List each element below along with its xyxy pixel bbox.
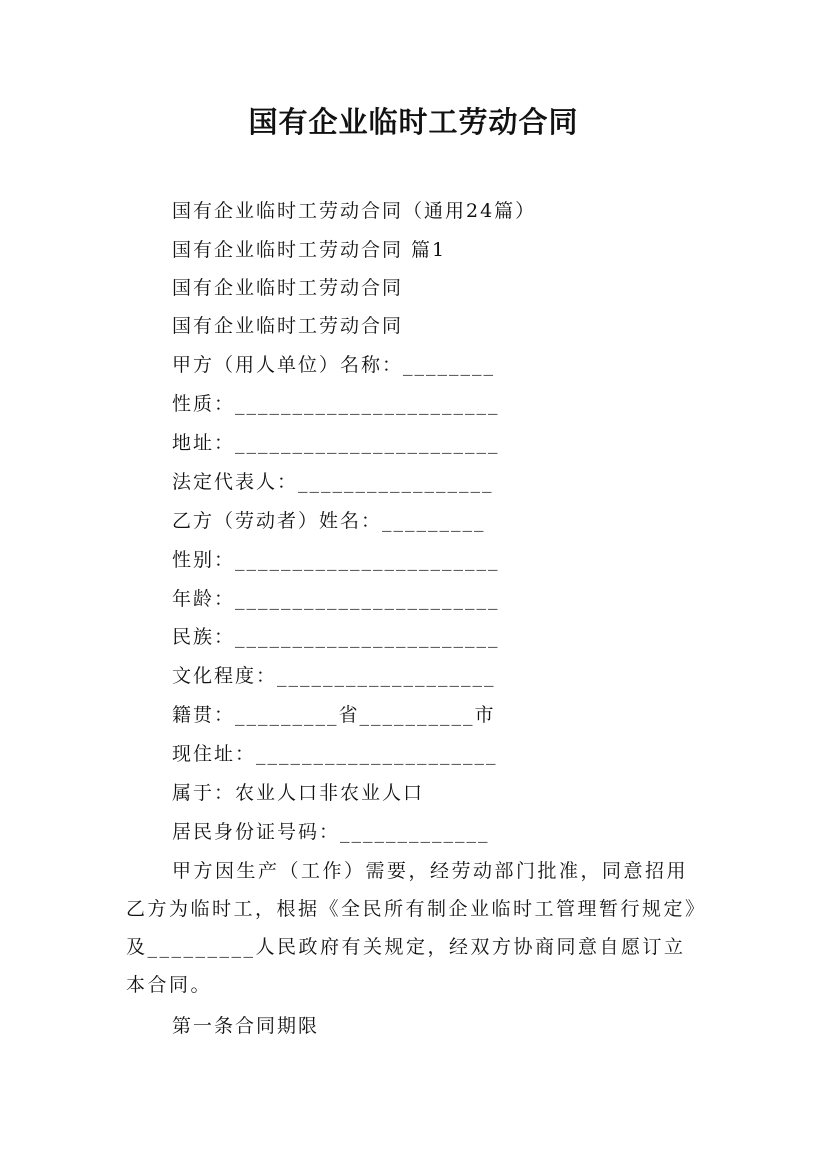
- subtitle-line: 国有企业临时工劳动合同（通用24篇）: [172, 200, 537, 222]
- field-party-b-name: 乙方（劳动者）姓名：_________: [172, 510, 486, 532]
- chapter-line: 国有企业临时工劳动合同 篇1: [172, 239, 447, 261]
- field-household-type: 属于：农业人口非农业人口: [172, 782, 425, 804]
- field-current-address: 现住址：_____________________: [172, 743, 498, 765]
- field-native-place: 籍贯：_________省__________市: [172, 704, 496, 726]
- field-gender: 性别：_______________________: [172, 549, 500, 571]
- heading-line: 国有企业临时工劳动合同: [172, 315, 404, 337]
- field-ethnicity: 民族：_______________________: [172, 626, 500, 648]
- document-title: 国有企业临时工劳动合同: [248, 105, 579, 139]
- field-age: 年龄：_______________________: [172, 588, 500, 610]
- section-heading: 第一条合同期限: [172, 1015, 320, 1037]
- field-party-a-name: 甲方（用人单位）名称：________: [172, 354, 496, 376]
- field-legal-representative: 法定代表人：_________________: [172, 471, 494, 493]
- heading-line: 国有企业临时工劳动合同: [172, 277, 404, 299]
- field-nature: 性质：_______________________: [172, 393, 500, 415]
- field-education: 文化程度：___________________: [172, 665, 496, 687]
- field-address: 地址：_______________________: [172, 432, 500, 454]
- body-paragraph: 甲方因生产（工作）需要，经劳动部门批准，同意招用乙方为临时工，根据《全民所有制企业临时工管理暂行规定》及_________人民政府有关规定，经双方协商同意自愿订立本合同。: [126, 860, 698, 996]
- field-id-number: 居民身份证号码：_____________: [172, 821, 490, 843]
